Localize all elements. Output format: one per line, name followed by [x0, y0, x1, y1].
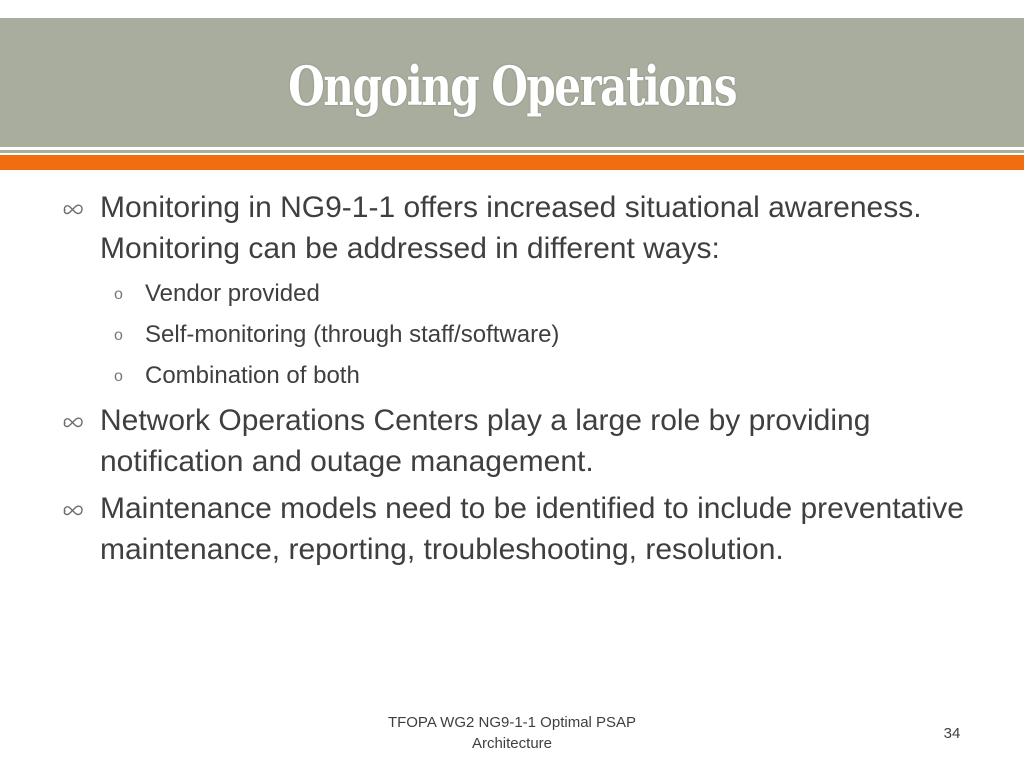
- sub-item-text: Self-monitoring (through staff/software): [145, 321, 560, 348]
- sub-list-item: [62, 314, 982, 355]
- bullet-text: Monitoring in NG9-1-1 offers increased situational awareness. Monitoring can be addressed in different ways:: [100, 191, 922, 265]
- infinity-bullet-icon: [62, 413, 86, 429]
- slide-title: Ongoing Operations: [288, 53, 736, 118]
- circle-marker: o: [114, 327, 123, 344]
- slide-footer: [362, 712, 662, 754]
- footer-line-2: Architecture: [471, 735, 553, 752]
- sub-list-item: [62, 273, 982, 314]
- bullet-item: [62, 187, 982, 269]
- title-band: [0, 18, 1024, 147]
- infinity-bullet-icon: [62, 501, 86, 517]
- sub-list: [62, 273, 982, 396]
- bullet-text: Network Operations Centers play a large role by providing notification and outage management.: [100, 404, 871, 478]
- bullet-item: [62, 400, 982, 482]
- footer-line-1: TFOPA WG2 NG9-1-1 Optimal PSAP: [387, 714, 637, 731]
- circle-marker: o: [114, 286, 123, 303]
- bullet-text: Maintenance models need to be identified to include preventative maintenance, reporting, troubleshooting, resolution.: [100, 492, 964, 566]
- circle-marker: o: [114, 368, 123, 385]
- bullet-item: [62, 488, 982, 570]
- sub-item-text: Vendor provided: [145, 280, 320, 307]
- title-divider-line: [0, 150, 1024, 153]
- infinity-bullet-icon: [62, 200, 86, 216]
- sub-list-item: [62, 355, 982, 396]
- accent-bar: [0, 155, 1024, 170]
- slide-content: [62, 187, 982, 570]
- sub-item-text: Combination of both: [145, 362, 360, 389]
- page-number: 34: [943, 725, 961, 742]
